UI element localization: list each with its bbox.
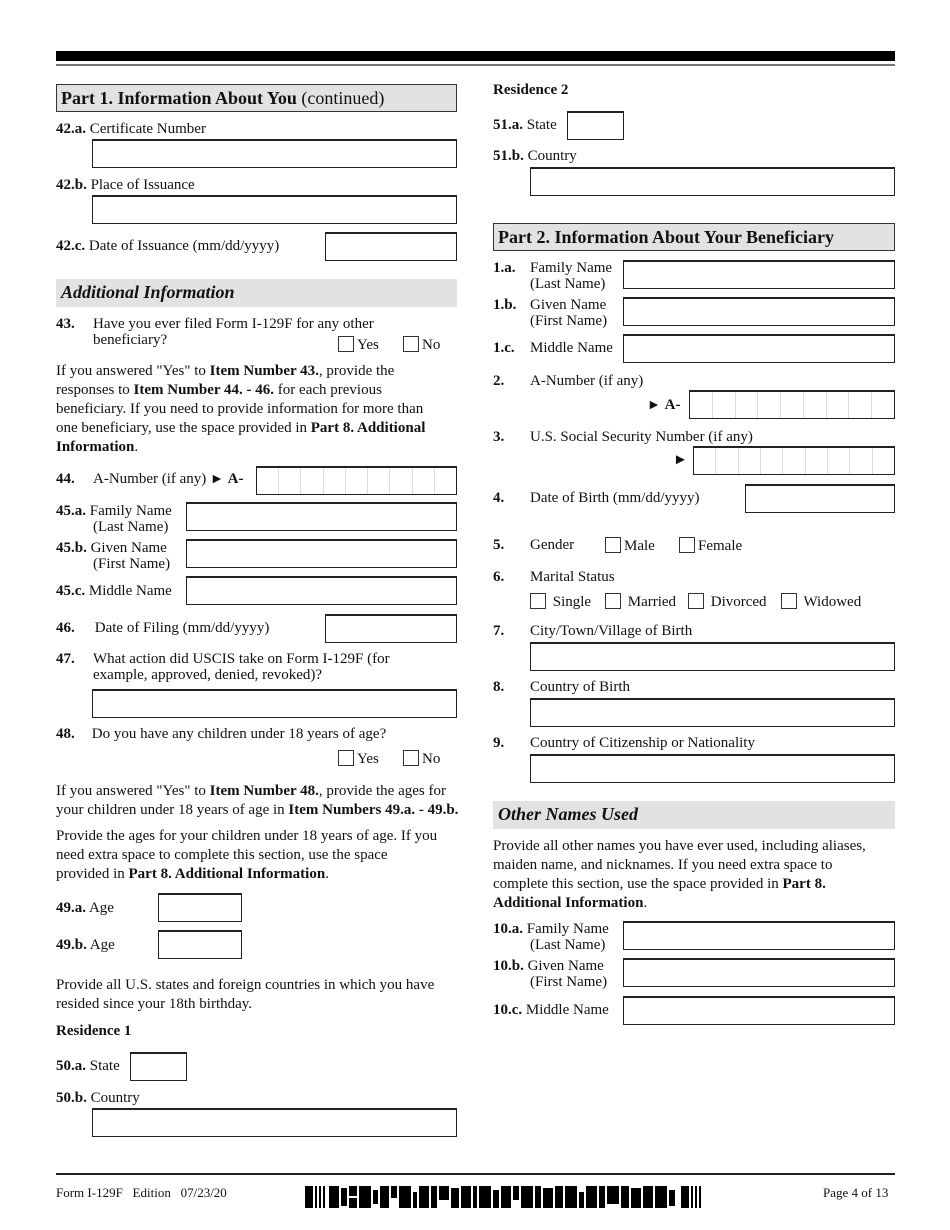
arrow-right-icon: ►	[210, 472, 224, 487]
item-42b-label: 42.b. Place of Issuance	[56, 177, 195, 193]
item-44-label: 44.	[56, 471, 75, 487]
place-of-issuance-field[interactable]	[92, 195, 457, 224]
date-of-filing-field[interactable]	[325, 614, 457, 643]
instructions-50: Provide all U.S. states and foreign countries in which you have resided since your 18th birthday.	[56, 977, 435, 1012]
yes-checkbox[interactable]	[338, 750, 354, 766]
item-45c-label: 45.c. Middle Name	[56, 583, 172, 599]
item-1a-number: 1.a.	[493, 260, 516, 276]
marital-single[interactable]: Single	[530, 593, 591, 610]
other-names-header: Other Names Used	[493, 801, 895, 829]
instructions-other-names: Provide all other names you have ever used, including aliases, maiden name, and nicknames. If you need extra space to complete this section, use the space provided in Part 8. Additional Information.	[493, 838, 866, 911]
item-10c-label: 10.c. Middle Name	[493, 1002, 609, 1018]
item-4-label: Date of Birth (mm/dd/yyyy)	[530, 490, 700, 506]
no-checkbox[interactable]	[403, 750, 419, 766]
item-8-number: 8.	[493, 679, 505, 695]
gender-male[interactable]: Male	[605, 537, 655, 554]
citizenship-field[interactable]	[530, 754, 895, 783]
item-45a-label: 45.a. Family Name (Last Name)	[56, 503, 172, 535]
barcode-icon	[305, 1186, 711, 1208]
item-43-number: 43.	[56, 316, 75, 332]
beneficiary-given-name-field[interactable]	[623, 297, 895, 326]
item-49b-label: 49.b. Age	[56, 937, 115, 953]
item-43-yes[interactable]: Yes	[338, 336, 379, 353]
item-6-number: 6.	[493, 569, 505, 585]
item-10a-label: 10.a. Family Name (Last Name)	[493, 921, 609, 953]
item-49a-label: 49.a. Age	[56, 900, 114, 916]
divorced-checkbox[interactable]	[688, 593, 704, 609]
instructions-49: Provide the ages for your children under 18 years of age. If you need extra space to complete this section, use the space provided in Part 8. Additional Information.	[56, 828, 438, 882]
a-number-field[interactable]	[256, 466, 457, 495]
marital-widowed[interactable]: Widowed	[781, 593, 861, 610]
other-given-name-field[interactable]	[623, 958, 895, 987]
item-2-label: A-Number (if any)	[530, 373, 644, 389]
item-1b-label: Given Name (First Name)	[530, 297, 608, 329]
age-1-field[interactable]	[158, 893, 242, 922]
item-7-number: 7.	[493, 623, 505, 639]
item-48-no[interactable]: No	[403, 750, 440, 767]
family-name-field[interactable]	[186, 502, 457, 531]
male-checkbox[interactable]	[605, 537, 621, 553]
page-number: Page 4 of 13	[823, 1185, 889, 1200]
item-4-number: 4.	[493, 490, 505, 506]
item-2-number: 2.	[493, 373, 505, 389]
beneficiary-a-number-field[interactable]	[689, 390, 895, 419]
item-47-number: 47.	[56, 651, 75, 667]
item-48-label: 48. Do you have any children under 18 years of age?	[56, 726, 387, 742]
no-checkbox[interactable]	[403, 336, 419, 352]
gender-female[interactable]: Female	[679, 537, 742, 554]
ssn-field[interactable]	[693, 446, 895, 475]
item-47-question: What action did USCIS take on Form I-129F (for example, approved, denied, revoked)?	[93, 651, 390, 683]
residence-2-heading: Residence 2	[493, 82, 569, 98]
instructions-48: If you answered "Yes" to Item Number 48., provide the ages for your children under 18 years of age in Item Numbers 49.a. - 49.b.	[56, 783, 459, 818]
top-rule-thick	[56, 51, 895, 61]
item-43-no[interactable]: No	[403, 336, 440, 353]
item-42c-label: 42.c. Date of Issuance (mm/dd/yyyy)	[56, 238, 280, 254]
certificate-number-field[interactable]	[92, 139, 457, 168]
female-checkbox[interactable]	[679, 537, 695, 553]
top-rule-thin	[56, 64, 895, 66]
other-family-name-field[interactable]	[623, 921, 895, 950]
date-of-issuance-field[interactable]	[325, 232, 457, 261]
item-8-label: Country of Birth	[530, 679, 630, 695]
item-1a-label: Family Name (Last Name)	[530, 260, 613, 292]
item-1b-number: 1.b.	[493, 297, 517, 313]
a-number-label: A-Number (if any) ► A-	[93, 471, 244, 487]
item-45b-label: 45.b. Given Name (First Name)	[56, 540, 171, 572]
instructions-43: If you answered "Yes" to Item Number 43., provide the responses to Item Number 44. - 46. for each previous beneficiary. If you need to provide information for more than one beneficiary, use the space provided in Part 8. Additional Information.	[56, 363, 426, 455]
item-6-label: Marital Status	[530, 569, 615, 585]
item-51b-label: 51.b. Country	[493, 148, 577, 164]
item-1c-label: Middle Name	[530, 340, 613, 356]
age-2-field[interactable]	[158, 930, 242, 959]
widowed-checkbox[interactable]	[781, 593, 797, 609]
item-7-label: City/Town/Village of Birth	[530, 623, 693, 639]
single-checkbox[interactable]	[530, 593, 546, 609]
beneficiary-family-name-field[interactable]	[623, 260, 895, 289]
arrow-right-icon: ►	[647, 398, 661, 413]
item-43-question: Have you ever filed Form I-129F for any other beneficiary?	[93, 316, 374, 348]
arrow-right-icon: ►	[673, 452, 688, 468]
item-42a-label: 42.a. Certificate Number	[56, 121, 206, 137]
item-48-yes[interactable]: Yes	[338, 750, 379, 767]
married-checkbox[interactable]	[605, 593, 621, 609]
additional-information-header: Additional Information	[56, 279, 457, 307]
item-9-number: 9.	[493, 735, 505, 751]
yes-checkbox[interactable]	[338, 336, 354, 352]
residence-1-heading: Residence 1	[56, 1023, 132, 1039]
middle-name-field[interactable]	[186, 576, 457, 605]
city-of-birth-field[interactable]	[530, 642, 895, 671]
beneficiary-middle-name-field[interactable]	[623, 334, 895, 363]
item-3-number: 3.	[493, 429, 505, 445]
form-edition: Form I-129F Edition 07/23/20	[56, 1185, 227, 1200]
given-name-field[interactable]	[186, 539, 457, 568]
item-1c-number: 1.c.	[493, 340, 515, 356]
a-number-prefix: ► A-	[647, 397, 681, 413]
marital-married[interactable]: Married	[605, 593, 676, 610]
residence-1-country-field[interactable]	[92, 1108, 457, 1137]
marital-divorced[interactable]: Divorced	[688, 593, 767, 610]
item-51a-label: 51.a. State	[493, 117, 557, 133]
item-50b-label: 50.b. Country	[56, 1090, 140, 1106]
residence-2-country-field[interactable]	[530, 167, 895, 196]
footer-rule	[56, 1173, 895, 1175]
other-middle-name-field[interactable]	[623, 996, 895, 1025]
uscis-action-field[interactable]	[92, 689, 457, 718]
residence-1-state-field[interactable]	[130, 1052, 187, 1081]
item-5-number: 5.	[493, 537, 505, 553]
part2-header: Part 2. Information About Your Beneficiary	[493, 223, 895, 251]
item-50a-label: 50.a. State	[56, 1058, 120, 1074]
part1-header: Part 1. Information About You (continued)	[56, 84, 457, 112]
item-3-label: U.S. Social Security Number (if any)	[530, 429, 753, 445]
country-of-birth-field[interactable]	[530, 698, 895, 727]
item-46-label: 46. Date of Filing (mm/dd/yyyy)	[56, 620, 270, 636]
item-5-label: Gender	[530, 537, 575, 553]
item-9-label: Country of Citizenship or Nationality	[530, 735, 755, 751]
item-10b-label: 10.b. Given Name (First Name)	[493, 958, 608, 990]
date-of-birth-field[interactable]	[745, 484, 895, 513]
residence-2-state-field[interactable]	[567, 111, 624, 140]
